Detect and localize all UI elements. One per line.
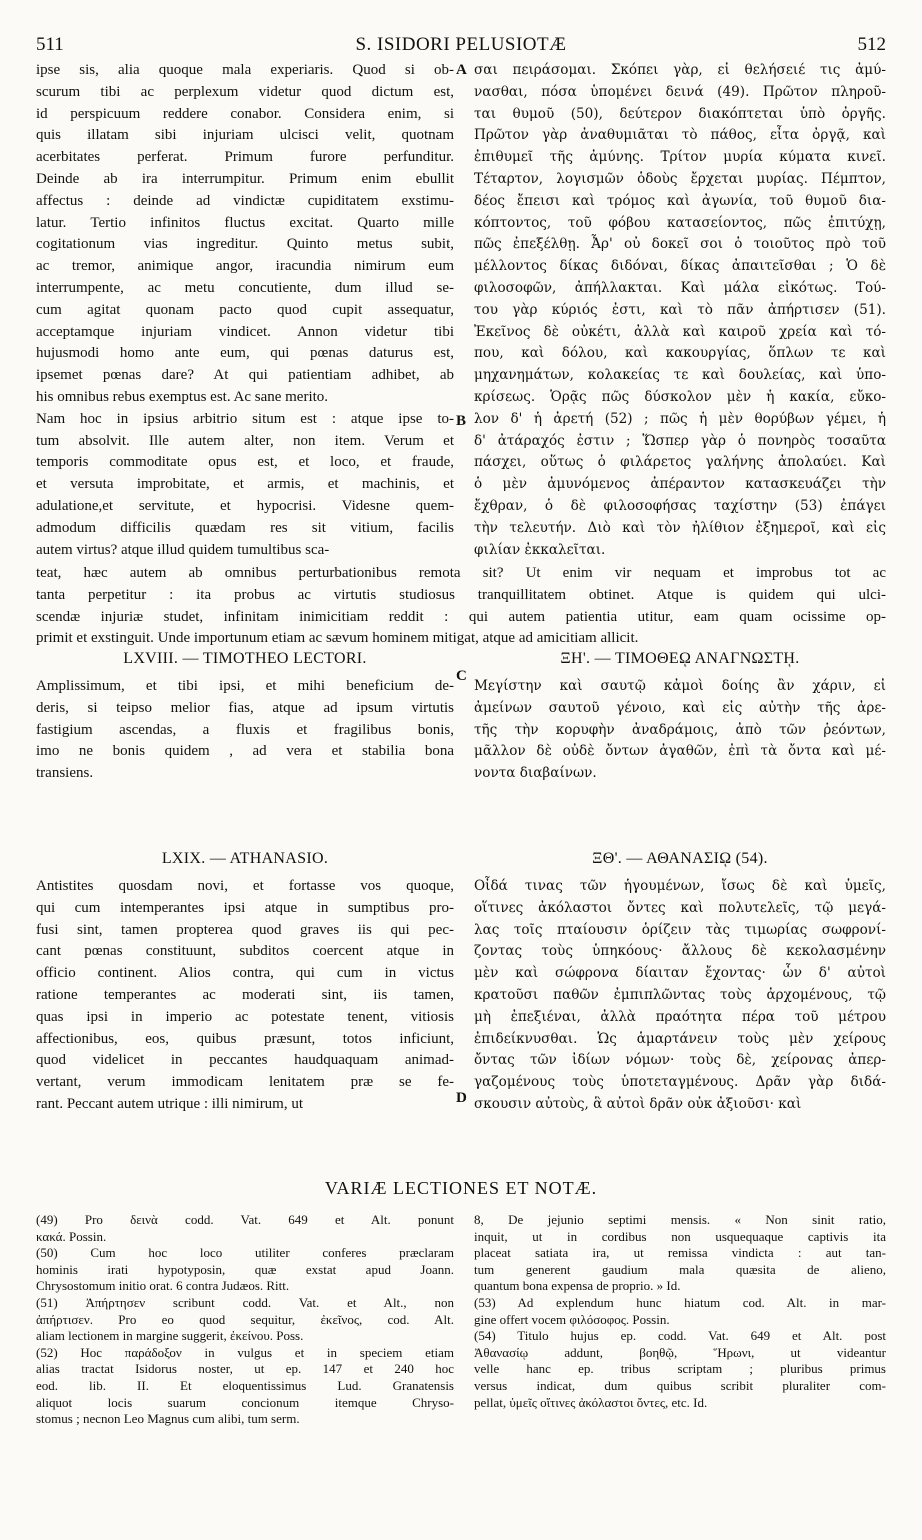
latin-text-line: Amplissimum, et tibi ipsi, et mihi beneficium de-: [36, 678, 454, 694]
greek-text-line: κρατοῦσι παθῶν ἐμπιπλῶντας τοὺς ἀρχομένους, τῷ: [474, 986, 886, 1003]
letter-68-greek-text: [474, 676, 886, 785]
letter-69-latin-heading: LXIX. — ATHANASIO.: [161, 850, 329, 867]
latin-text-line: primit et exstinguit. Unde importunum etiam ac sævum hominem mitigat, atque ad amicitiam allicit.: [36, 630, 639, 647]
latin-text-line: qui cum intemperantes ipsi atque in sumptibus pro-: [36, 899, 454, 916]
greek-text-line: του γὰρ κύριός ἐστι, καὶ τὸ πᾶν ἀπήρτισεν (51).: [474, 301, 886, 318]
note-line: quantum bona expensa de proprio. » Id.: [474, 1278, 681, 1294]
margin-mark-c: C: [456, 668, 467, 684]
greek-text-line: σαι πειράσομαι. Σκόπει γὰρ, εἰ θελήσειέ τις ἀμύ-: [474, 62, 886, 78]
note-line: hominis irati hypotyposin, quæ exstat apud Joann.: [36, 1261, 454, 1277]
latin-text-line: tanta perpetitur : ita probus ac virtutis studiosus tranquillitatem obtinet. Atque is quidem qui ulci-: [36, 586, 886, 603]
note-line: velle hanc ep. tribus scriptam ; pluribus primus: [474, 1361, 886, 1377]
running-header: [0, 34, 922, 58]
note-line: inquit, ut in cordibus non usquequaque captivis ita: [474, 1228, 886, 1244]
latin-text-line: Nam hoc in ipsius arbitrio situm est : atque ipse to-: [36, 410, 454, 427]
note-line: tum generent gaudium mala quæsita de alieno,: [474, 1261, 886, 1277]
greek-text-line: Μεγίστην καὶ σαυτῷ κἀμοὶ δοίης ἂν χάριν, εἰ: [474, 678, 886, 694]
greek-text-line: δέος ἔπεισι καὶ τρόμος καὶ ἀγωνία, τοῦ θυμοῦ δια-: [474, 192, 886, 209]
latin-text-line: cant pœnas constituunt, subditos coercent atque in: [36, 943, 454, 960]
margin-mark-a: A: [456, 62, 467, 78]
notes-title: VARIÆ LECTIONES ET NOTÆ.: [324, 1178, 598, 1198]
greek-column-continuation: [474, 60, 886, 561]
greek-text-line: νασθαι, πόσα ὑπομένει δεινά (49). Πρῶτον πληροῦ-: [474, 83, 886, 100]
note-line: (49) Pro δεινὰ codd. Vat. 649 et Alt. ponunt: [36, 1212, 454, 1227]
note-line: ἀπήρτισεν. Pro eo quod sequitur, ἐκεῖνος, cod. Alt.: [36, 1311, 454, 1327]
latin-text-line: ac tremor, animique angor, iracundia nimirum eum: [36, 258, 454, 275]
note-line: gine offert vocem φιλόσοφος. Possin.: [474, 1311, 670, 1327]
greek-text-line: οἵτινες ἀκόλαστοι ὄντες καὶ πολυτελεῖς, τῷ μεγά-: [474, 899, 886, 916]
running-title: S. ISIDORI PELUSIOTÆ: [355, 34, 567, 55]
latin-text-line: fusi sint, tamen propterea quod graves iis qui pec-: [36, 921, 454, 938]
notes-right-column: [474, 1212, 886, 1411]
latin-text-line: hujusmodi homo ante eum, qui pœnas daturus est,: [36, 345, 454, 362]
page-number-right: 512: [857, 34, 886, 55]
greek-text-line: ὁ μὲν ἀμυνόμενος ἀπέραντον κατασκευάζει τὴν: [474, 476, 886, 493]
latin-text-line: cogitationum vias ingreditur. Quinto metus subit,: [36, 236, 454, 253]
latin-text-line: Deinde ab ira interrumpitur. Primum enim ebullit: [36, 170, 454, 187]
greek-text-line: Πρῶτον γὰρ ἀναθυμιᾶται τὸ πάθος, εἶτα ὀργᾷ, καὶ: [474, 127, 886, 144]
latin-text-line: cum agitat quonam pacto quod cupit assequatur,: [36, 301, 454, 318]
latin-full-width-continuation: [36, 563, 886, 650]
margin-mark-b: B: [456, 413, 467, 429]
latin-text-line: fastigium ascendas, a fluxis et fragilibus bonis,: [36, 721, 454, 738]
greek-text-line: πάσχει, οὕτως ὁ φιλάρετος γαλήνης ἀπολαύει. Καὶ: [474, 454, 886, 471]
greek-text-line: σκουσιν αὐτοὺς, ἃ αὐτοὶ δρᾶν οὐκ ἀξιοῦσι· καὶ: [474, 1095, 802, 1112]
latin-text-line: affectionibus, eos, quibus præsunt, totos inficiunt,: [36, 1030, 454, 1047]
latin-text-line: imo ne bonis quidem , ad vera et stabilia bona: [36, 743, 454, 760]
note-line: eod. lib. II. Et eloquentissimus Lud. Granatensis: [36, 1377, 454, 1393]
latin-text-line: quis illatam sibi injuriam ulcisci velit, quotnam: [36, 127, 454, 144]
greek-text-line: νοντα διαβαίνων.: [474, 765, 597, 782]
greek-text-line: λας τοῖς πταίουσιν ὁρίζειν τὰς τιμωρίας σωφρονί-: [474, 921, 886, 938]
latin-text-line: et versuta improbitate, et armis, et machinis, et: [36, 476, 454, 493]
letter-69-greek-heading: ΞΘ'. — ΑΘΑΝΑΣΙῼ (54).: [592, 850, 768, 867]
greek-text-line: τὴν τελευτήν. Διὸ καὶ τὸν ἠλίθιον ἐξημεροῖ, καὶ εἰς: [474, 519, 886, 536]
greek-text-line: ζοντας τοὺς ὑπηκόους· ἄλλους δὲ κεκολασμένην: [474, 943, 886, 960]
latin-text-line: latur. Tertio infinitos fluctus excitat. Quarto mille: [36, 214, 454, 231]
greek-text-line: μὲν καὶ σώφρονα δίαιταν ἔχοντας· ὧν δ' αὐτοὶ: [474, 965, 886, 982]
note-line: (52) Hoc παράδοξον in vulgus et in speciem etiam: [36, 1344, 454, 1360]
greek-text-line: ἐπιδείκνυσθαι. Ὡς ἁμαρτάνειν τοὺς μὲν χείρους: [474, 1030, 886, 1047]
latin-text-line: deris, si teipso melior fias, atque ad ipsum virtutis: [36, 699, 454, 716]
note-line: κακά. Possin.: [36, 1228, 107, 1244]
greek-text-line: φιλίαν ἐκκαλεῖται.: [474, 541, 606, 558]
note-line: pellat, ὑμεῖς οἵτινες ἀκόλαστοι ὄντες, etc. Id.: [474, 1394, 708, 1410]
greek-text-line: Ἐκεῖνος δὲ οὐκέτι, ἀλλὰ καὶ καιροῦ χρεία καὶ τό-: [474, 323, 886, 340]
greek-text-line: κρίσεως. Ὁρᾷς πῶς δύσκολον μὲν ἡ κακία, εὔκο-: [474, 388, 886, 405]
greek-text-line: τῆς τὴν κορυφὴν ἀναδράμοις, ἀπὸ τῶν ῥεόντων,: [474, 721, 886, 738]
greek-text-line: ὄντας τῶν ἰδίων νόμων· τοὺς δὲ, χείρονας ἀπερ-: [474, 1052, 886, 1069]
latin-text-line: quod videlicet in peccantes haudquaquam animad-: [36, 1052, 454, 1069]
note-line: aliquot locis suarum concionum itemque Chryso-: [36, 1394, 454, 1410]
letter-68-latin-text: [36, 676, 454, 785]
latin-text-line: teat, hæc autem ab omnibus perturbationibus remota sit? Ut enim vir nequam et improbus tot ac: [36, 565, 886, 581]
latin-text-line: adulatione,et servitute, et hypocrisi. Videsne quem-: [36, 497, 454, 514]
latin-text-line: admodum difficilis quædam res sit vitium, facilis: [36, 519, 454, 536]
latin-text-line: acceptamque injuriam vindicet. Annon videtur tibi: [36, 323, 454, 340]
note-line: aliam lectionem in margine suggerit, ἐκείνου. Poss.: [36, 1328, 304, 1344]
note-line: (53) Ad explendum hunc hiatum cod. Alt. in mar-: [474, 1294, 886, 1310]
letter-69-greek-text: [474, 876, 886, 1116]
greek-text-line: λον δ' ἡ ἀρετή (52) ; πῶς ἡ μὲν θορύβων γέμει, ἡ: [474, 410, 886, 427]
notes-left-column: [36, 1212, 454, 1428]
latin-column-continuation: [36, 60, 454, 561]
greek-text-line: μηχανημάτων, κολακείας τε καὶ δουλείας, καὶ ὑπο-: [474, 367, 886, 384]
greek-text-line: πῶς ἐπεξέλθῃ. Ἆρ' οὐ δοκεῖ σοι ὁ τοιοῦτος πρὸ τοῦ: [474, 236, 886, 253]
note-line: (54) Titulo hujus ep. codd. Vat. 649 et Alt. post: [474, 1328, 886, 1344]
latin-text-line: scendæ injuriæ studet, infinitam inimicitiam reddit : qui autem patientia utitur, eam quam ocissime op-: [36, 608, 886, 625]
latin-text-line: affectus : deinde ad vindictæ cupiditatem exstimu-: [36, 192, 454, 209]
latin-text-line: temporis commoditate opus est, et loco, et fraude,: [36, 454, 454, 471]
greek-text-line: μᾶλλον δὲ οὐδὲ ὄντων ἀγαθῶν, ἐπὶ τὰ ὄντα καὶ μέ-: [474, 743, 886, 760]
note-line: Ἀθανασίῳ addunt, βοηθῷ, Ἥρωνι, ut videantur: [474, 1344, 886, 1360]
note-line: stomus ; necnon Leo Magnus cum alibi, tum serm.: [36, 1411, 300, 1427]
latin-text-line: vertant, verum immodicam lenitatem præ se fe-: [36, 1074, 454, 1091]
greek-text-line: γαζομένους τοὺς ὑποτεταγμένους. Δρᾶν γὰρ διδά-: [474, 1074, 886, 1091]
latin-text-line: officio continent. Alios contra, qui cum in victus: [36, 965, 454, 982]
letter-69-latin-text: [36, 876, 454, 1116]
latin-text-line: interrumpente, ac metu concutiente, dum illud se-: [36, 279, 454, 296]
latin-text-line: ipsemet pœnas dare? At qui patientiam adhibet, ab: [36, 367, 454, 384]
greek-text-line: κόπτοντος, τοῦ φόβου κατασείοντος, πῶς ἐπιτύχῃ,: [474, 214, 886, 231]
page-number-left: 511: [36, 34, 64, 55]
note-line: versus indicat, dum quibus scribit pluraliter com-: [474, 1377, 886, 1393]
note-line: placeat satiata ira, ut remissa vindicta : aut tan-: [474, 1245, 886, 1261]
letter-68-greek-heading: ΞΗ'. — ΤΙΜΟΘΕῼ ΑΝΑΓΝΩΣΤῌ.: [560, 650, 800, 667]
letter-68-latin-heading: LXVIII. — TIMOTHEO LECTORI.: [123, 650, 367, 667]
greek-text-line: φιλοσοφῶν, ἀπήλλακται. Καὶ μάλα εἰκότως. Τού-: [474, 279, 886, 296]
note-line: (50) Cum hoc loco utiliter conferes præclaram: [36, 1245, 454, 1261]
latin-text-line: tum absolvit. Ille autem alter, non item. Verum et: [36, 432, 454, 449]
greek-text-line: ἐπιθυμεῖ τῆς ἀμύνης. Τρίτον μυρία κύματα κινεῖ.: [474, 149, 886, 166]
note-line: Chrysostomum initio orat. 6 contra Judæos. Ritt.: [36, 1278, 290, 1294]
greek-text-line: δ' ἀτάραχός ἐστιν ; Ὥσπερ γὰρ ὁ πονηρὸς τοσαῦτα: [474, 432, 886, 449]
margin-mark-d: D: [456, 1090, 467, 1106]
greek-text-line: μὴ ἐπεξιέναι, ἀλλὰ πραότητα πέρα τοῦ μέτρου: [474, 1008, 886, 1025]
latin-text-line: ratione temperantes ac moderati sint, iis tamen,: [36, 986, 454, 1003]
latin-text-line: id perspicuum reddere conabor. Considera enim, si: [36, 105, 454, 122]
latin-text-line: Antistites quosdam novi, et fortasse vos quoque,: [36, 878, 454, 894]
latin-text-line: autem virtus? atque illud quidem tumultibus sca-: [36, 541, 330, 558]
latin-text-line: his omnibus rebus exemptus est. Ac sane merito.: [36, 388, 329, 405]
note-line: (51) Ἀπήρτησεν scribunt codd. Vat. et Alt., non: [36, 1294, 454, 1310]
greek-text-line: Οἶδά τινας τῶν ἡγουμένων, ἴσως δὲ καὶ ὑμεῖς,: [474, 878, 886, 894]
greek-text-line: που, καὶ δόλου, καὶ κακουργίας, ὅπλων τε καὶ: [474, 345, 886, 362]
latin-text-line: rant. Peccant autem utrique : illi nimirum, ut: [36, 1095, 304, 1112]
greek-text-line: μέλλοντος δίκας διδόναι, δίκας ἀπαιτεῖσθαι ; Ὁ δὲ: [474, 258, 886, 275]
note-line: alias tractat Isidorus noster, ut ep. 147 et 240 hoc: [36, 1361, 454, 1377]
greek-text-line: ἔχθραν, ὁ δὲ φιλοσοφήσας ταχίστην (53) ἐπάγει: [474, 497, 886, 514]
note-line: 8, De jejunio septimi mensis. « Non sinit ratio,: [474, 1212, 886, 1227]
greek-text-line: ἀμείνων σαυτοῦ γένοιο, καὶ εἰς αὐτὴν τῆς ἀρε-: [474, 699, 886, 716]
latin-text-line: transiens.: [36, 765, 94, 782]
greek-text-line: Τέταρτον, λογισμῶν ὁδοὺς ἔρχεται μυρίας. Πέμπτον,: [474, 170, 886, 187]
latin-text-line: acerbitates perferat. Primum furore perfunditur.: [36, 149, 454, 166]
latin-text-line: ipse sis, alia quoque mala experiaris. Quod si ob-: [36, 62, 454, 78]
latin-text-line: scurum tibi ac perplexum videtur quod dictum est,: [36, 83, 454, 100]
latin-text-line: quas ipsi in imperio ac potestate tenent, vitiosis: [36, 1008, 454, 1025]
greek-text-line: ται θυμοῦ (50), δεύτερον διακόπτεται ὑπὸ ὀργῆς.: [474, 105, 886, 122]
